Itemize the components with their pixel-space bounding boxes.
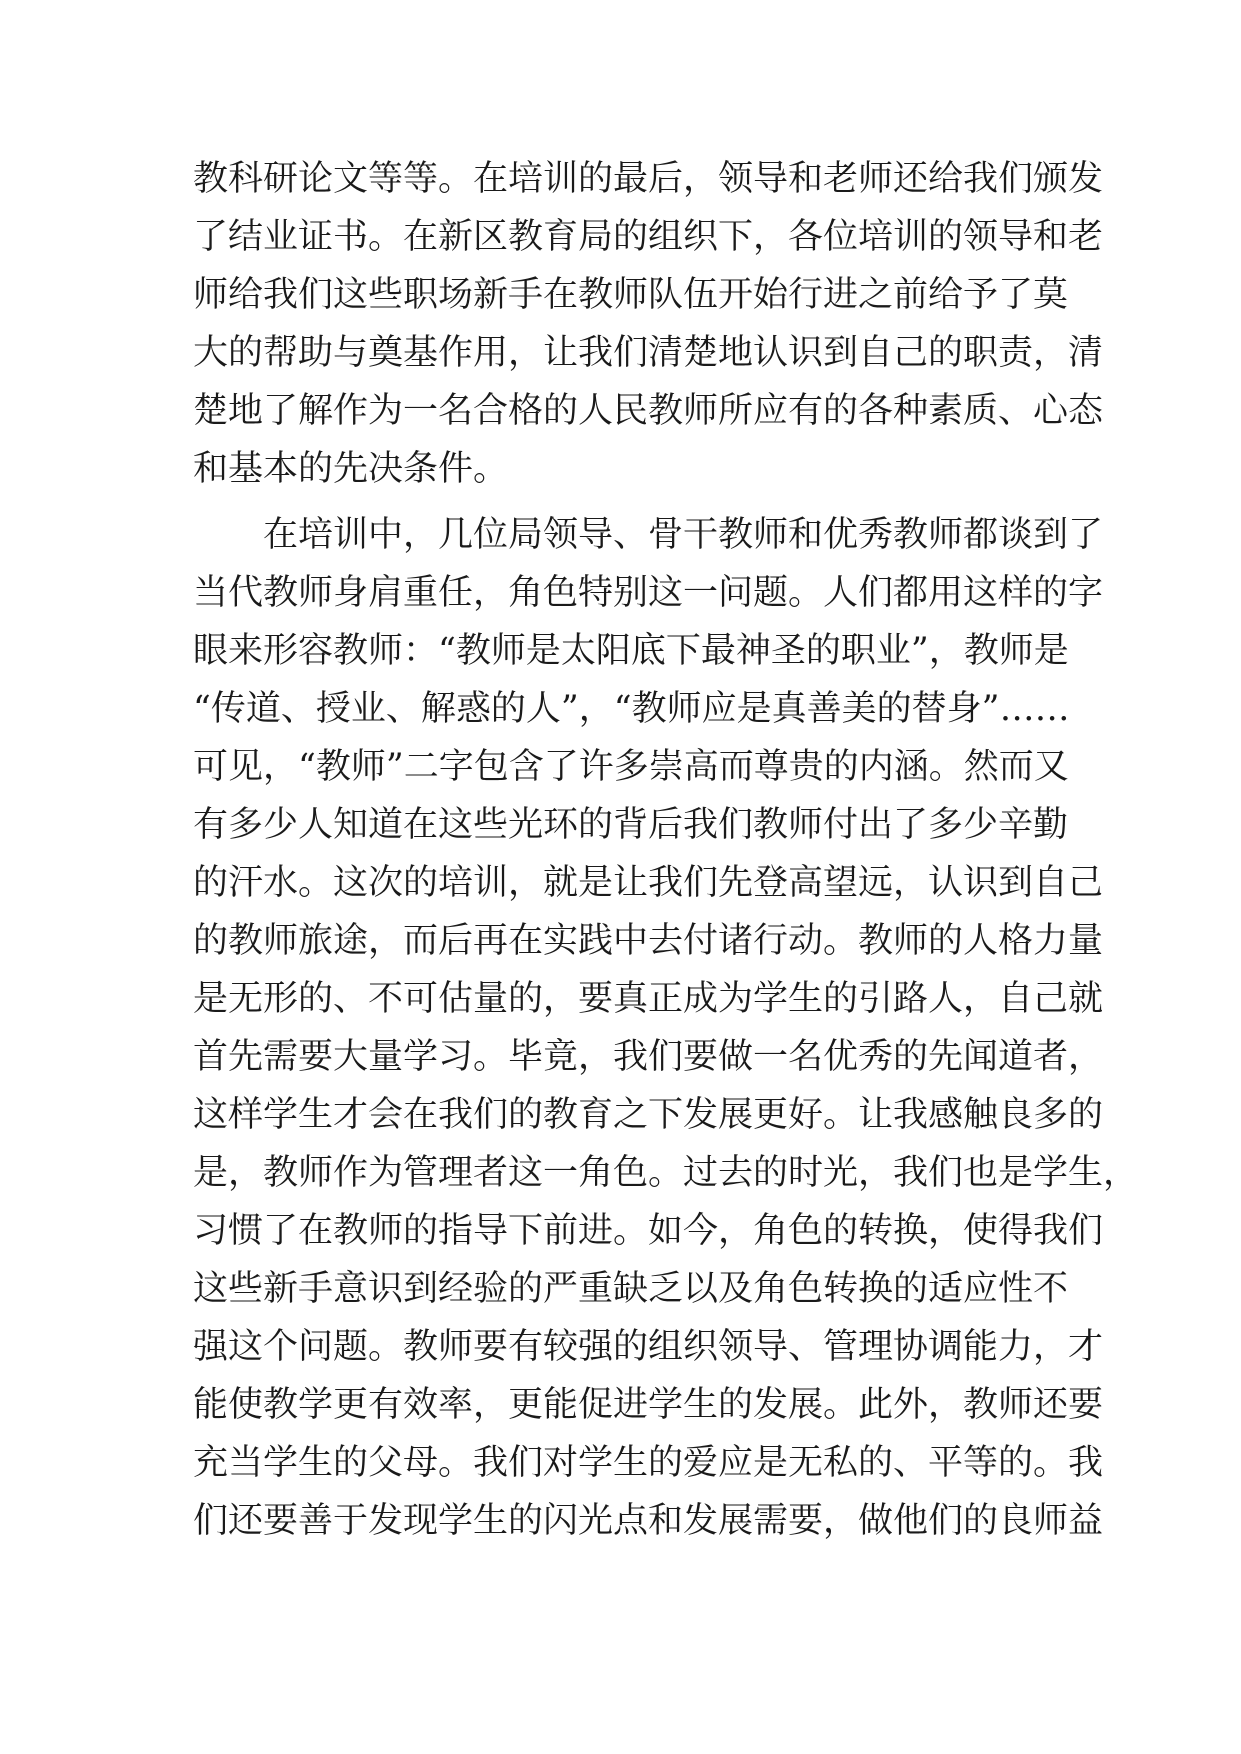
text-line: 这样学生才会在我们的教育之下发展更好。让我感触良多的 bbox=[193, 1095, 1104, 1135]
text-line: 楚地了解作为一名合格的人民教师所应有的各种素质、心态 bbox=[193, 391, 1104, 431]
text-line: 和基本的先决条件。 bbox=[193, 449, 509, 489]
text-line: 首先需要大量学习。毕竟，我们要做一名优秀的先闻道者， bbox=[193, 1037, 1104, 1077]
text-line: 眼来形容教师：“教师是太阳底下最神圣的职业”，教师是 bbox=[193, 631, 1069, 671]
text-line: 了结业证书。在新区教育局的组织下，各位培训的领导和老 bbox=[193, 217, 1104, 257]
paragraph-1 bbox=[193, 150, 1104, 498]
text-line: 可见，“教师”二字包含了许多崇高而尊贵的内涵。然而又 bbox=[193, 747, 1069, 787]
text-line: 师给我们这些职场新手在教师队伍开始行进之前给予了莫 bbox=[193, 275, 1069, 315]
text-line: 习惯了在教师的指导下前进。如今，角色的转换，使得我们 bbox=[193, 1211, 1104, 1251]
text-line: 在培训中，几位局领导、骨干教师和优秀教师都谈到了 bbox=[263, 515, 1104, 555]
body-text bbox=[193, 150, 1139, 1550]
text-line: “传道、授业、解惑的人”，“教师应是真善美的替身”…… bbox=[193, 689, 1070, 729]
text-line: 是无形的、不可估量的，要真正成为学生的引路人，自己就 bbox=[193, 979, 1104, 1019]
text-line: 是，教师作为管理者这一角色。过去的时光，我们也是学生， bbox=[193, 1153, 1139, 1193]
text-line: 教科研论文等等。在培训的最后，领导和老师还给我们颁发 bbox=[193, 159, 1104, 199]
text-line: 有多少人知道在这些光环的背后我们教师付出了多少辛勤 bbox=[193, 805, 1069, 845]
paragraph-gap bbox=[193, 498, 1053, 506]
paragraph-2 bbox=[193, 506, 1139, 1550]
text-line: 们还要善于发现学生的闪光点和发展需要，做他们的良师益 bbox=[193, 1501, 1104, 1541]
text-line: 的教师旅途，而后再在实践中去付诸行动。教师的人格力量 bbox=[193, 921, 1104, 961]
text-line: 强这个问题。教师要有较强的组织领导、管理协调能力，才 bbox=[193, 1327, 1104, 1367]
text-line: 能使教学更有效率，更能促进学生的发展。此外，教师还要 bbox=[193, 1385, 1104, 1425]
text-line: 当代教师身肩重任，角色特别这一问题。人们都用这样的字 bbox=[193, 573, 1104, 613]
text-line: 大的帮助与奠基作用，让我们清楚地认识到自己的职责，清 bbox=[193, 333, 1104, 373]
text-line: 充当学生的父母。我们对学生的爱应是无私的、平等的。我 bbox=[193, 1443, 1104, 1483]
text-line: 这些新手意识到经验的严重缺乏以及角色转换的适应性不 bbox=[193, 1269, 1069, 1309]
text-line: 的汗水。这次的培训，就是让我们先登高望远，认识到自己 bbox=[193, 863, 1104, 903]
